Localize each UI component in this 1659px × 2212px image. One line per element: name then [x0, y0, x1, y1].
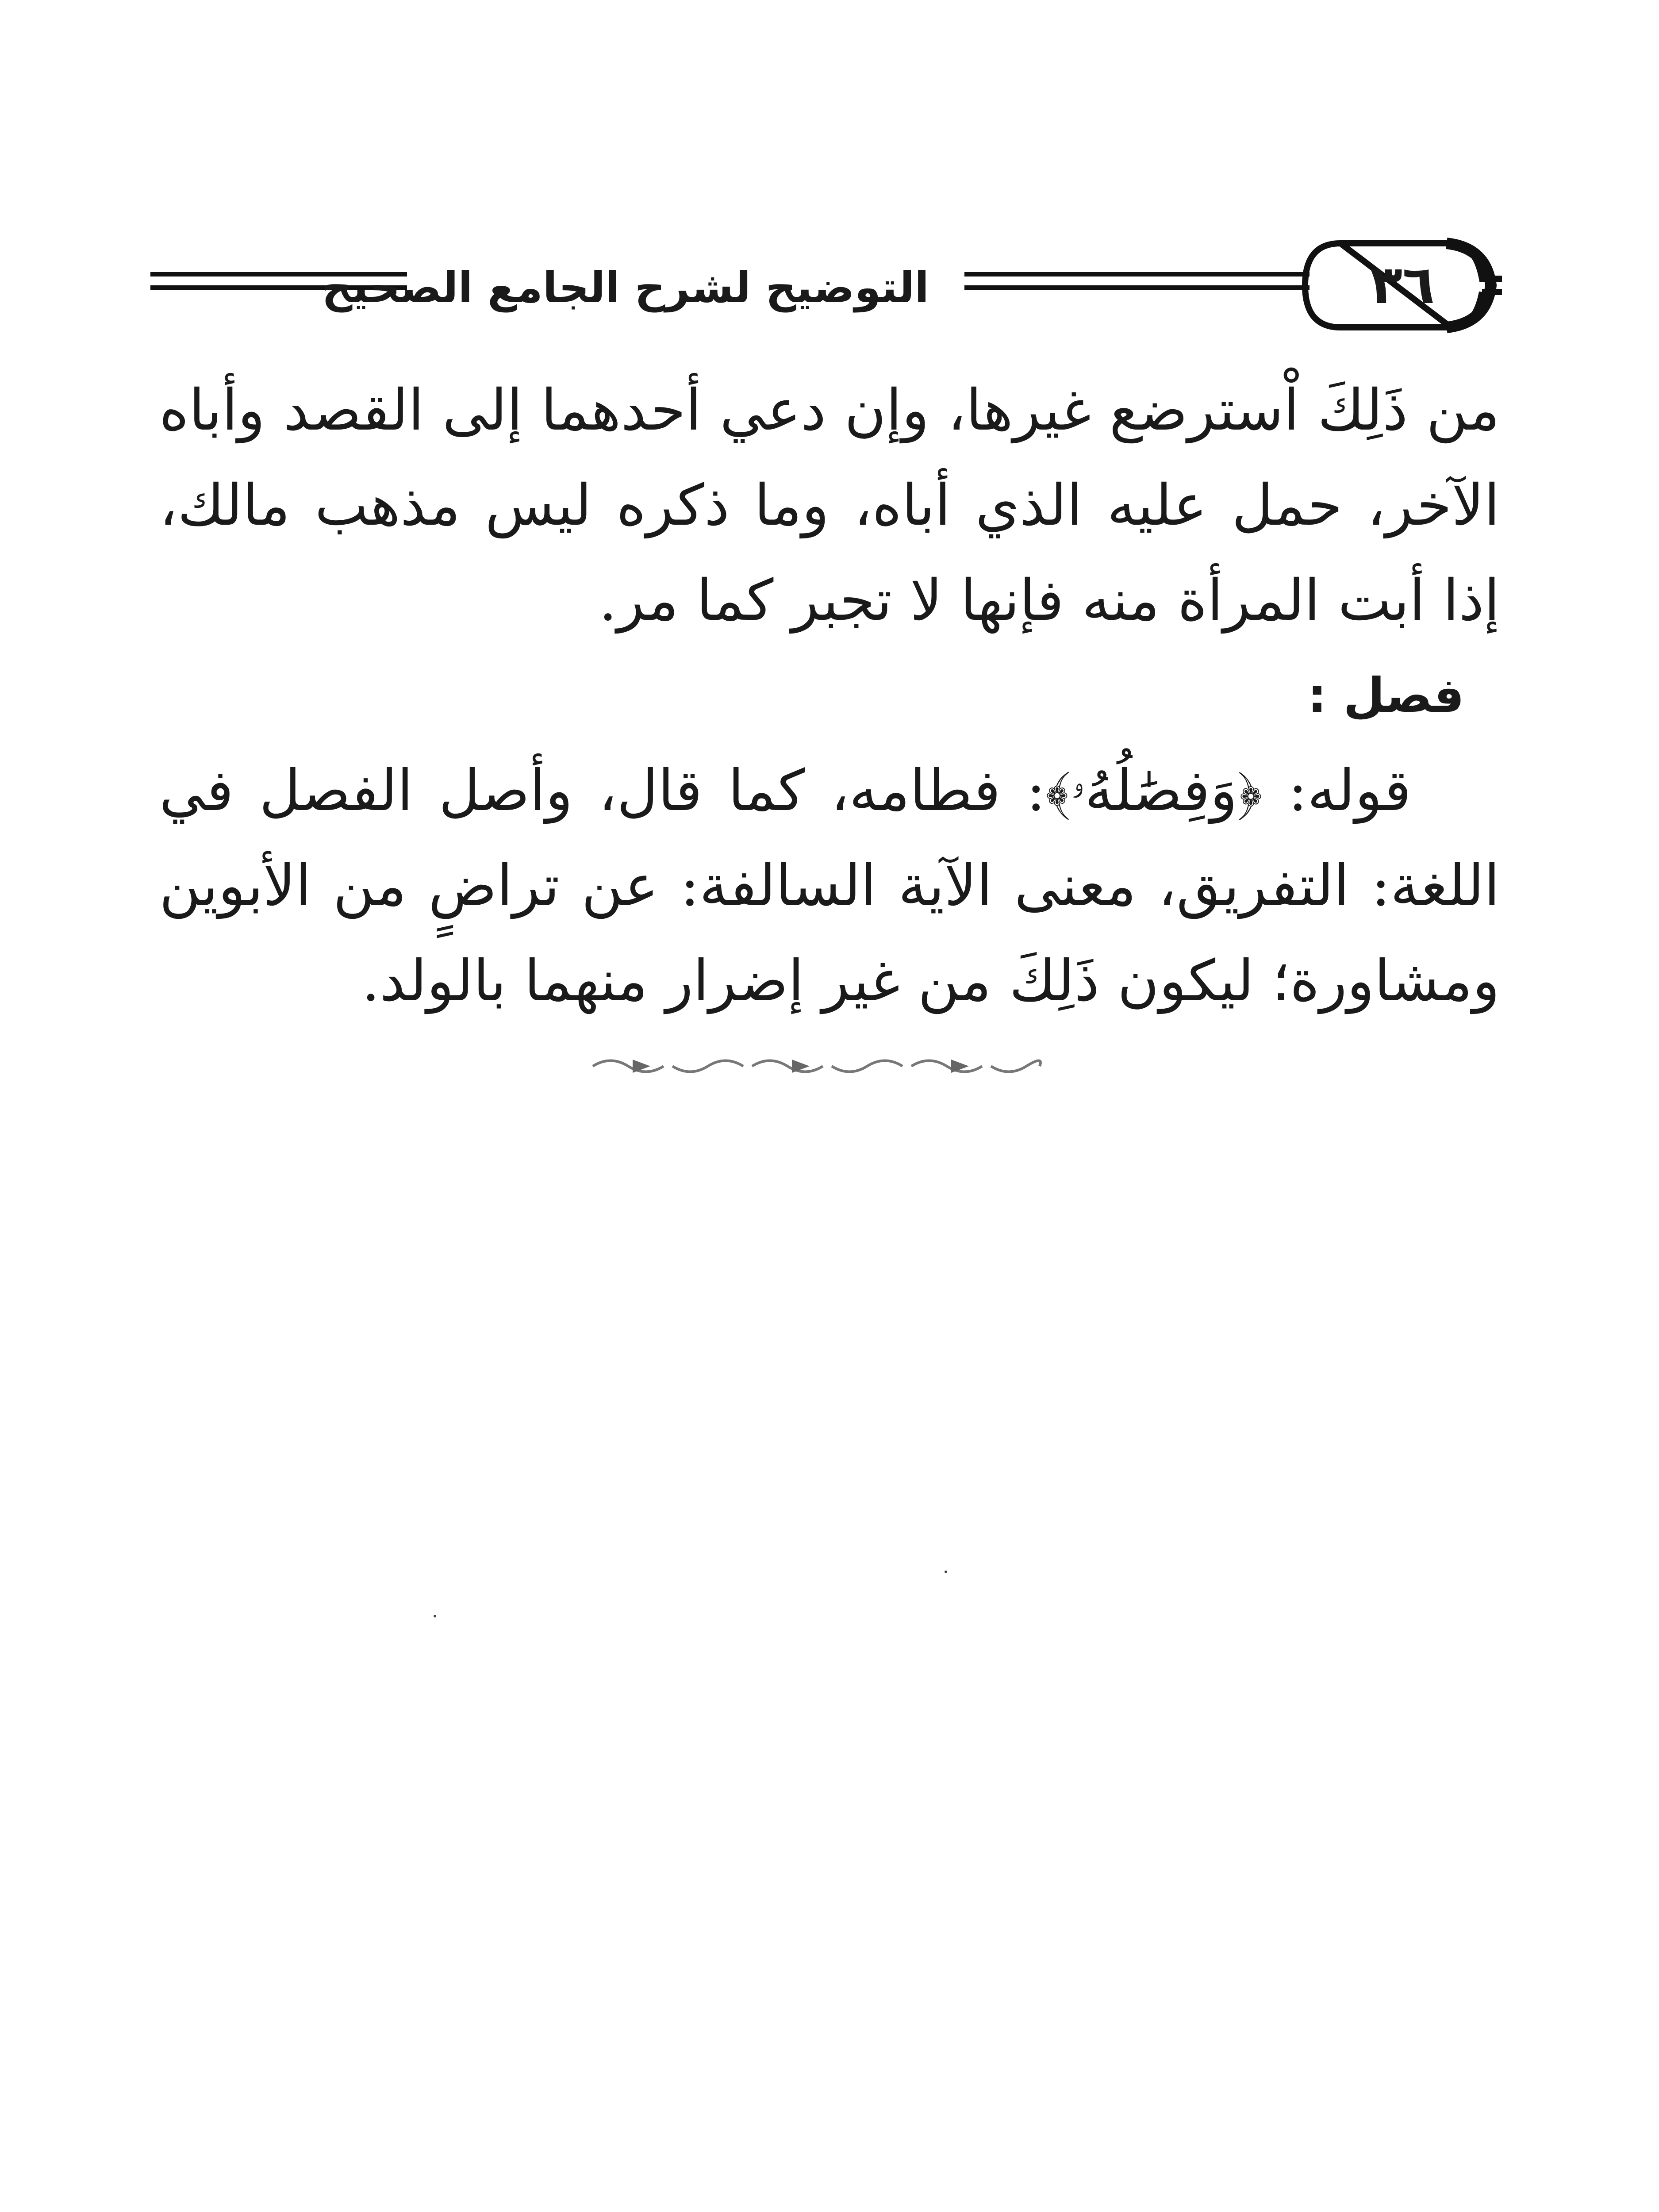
header-rule	[964, 272, 1310, 276]
page-body	[159, 363, 1500, 1029]
section-heading: فصل :	[1307, 668, 1464, 723]
running-title: التوضيح لشرح الجامع الصحيح	[322, 263, 929, 312]
header-rule	[964, 285, 1310, 290]
scan-speck	[434, 1615, 436, 1617]
scan-speck	[945, 1571, 947, 1573]
paragraph: من ذَلِكَ اْسترضع غيرها، وإن دعي أحدهما إلى القصد وأباه الآخر، حمل عليه الذي أباه، وما ذكره ليس مذهب مالك، إذا أبت المرأة منه فإنها لا تجبر كما مر.	[159, 377, 1500, 634]
page-number: ٣٦	[1370, 254, 1435, 316]
paragraph: قوله: ﴿وَفِصَٰلُهُۥ﴾: فطامه، كما قال، وأصل الفصل في اللغة: التفريق، معنى الآية السالفة: عن تراضٍ من الأبوين ومشاورة؛ ليكون ذَلِكَ من غير إضرار منهما بالولد.	[159, 758, 1500, 1014]
page-header	[150, 230, 1504, 341]
decorative-ornament	[584, 1053, 1044, 1079]
